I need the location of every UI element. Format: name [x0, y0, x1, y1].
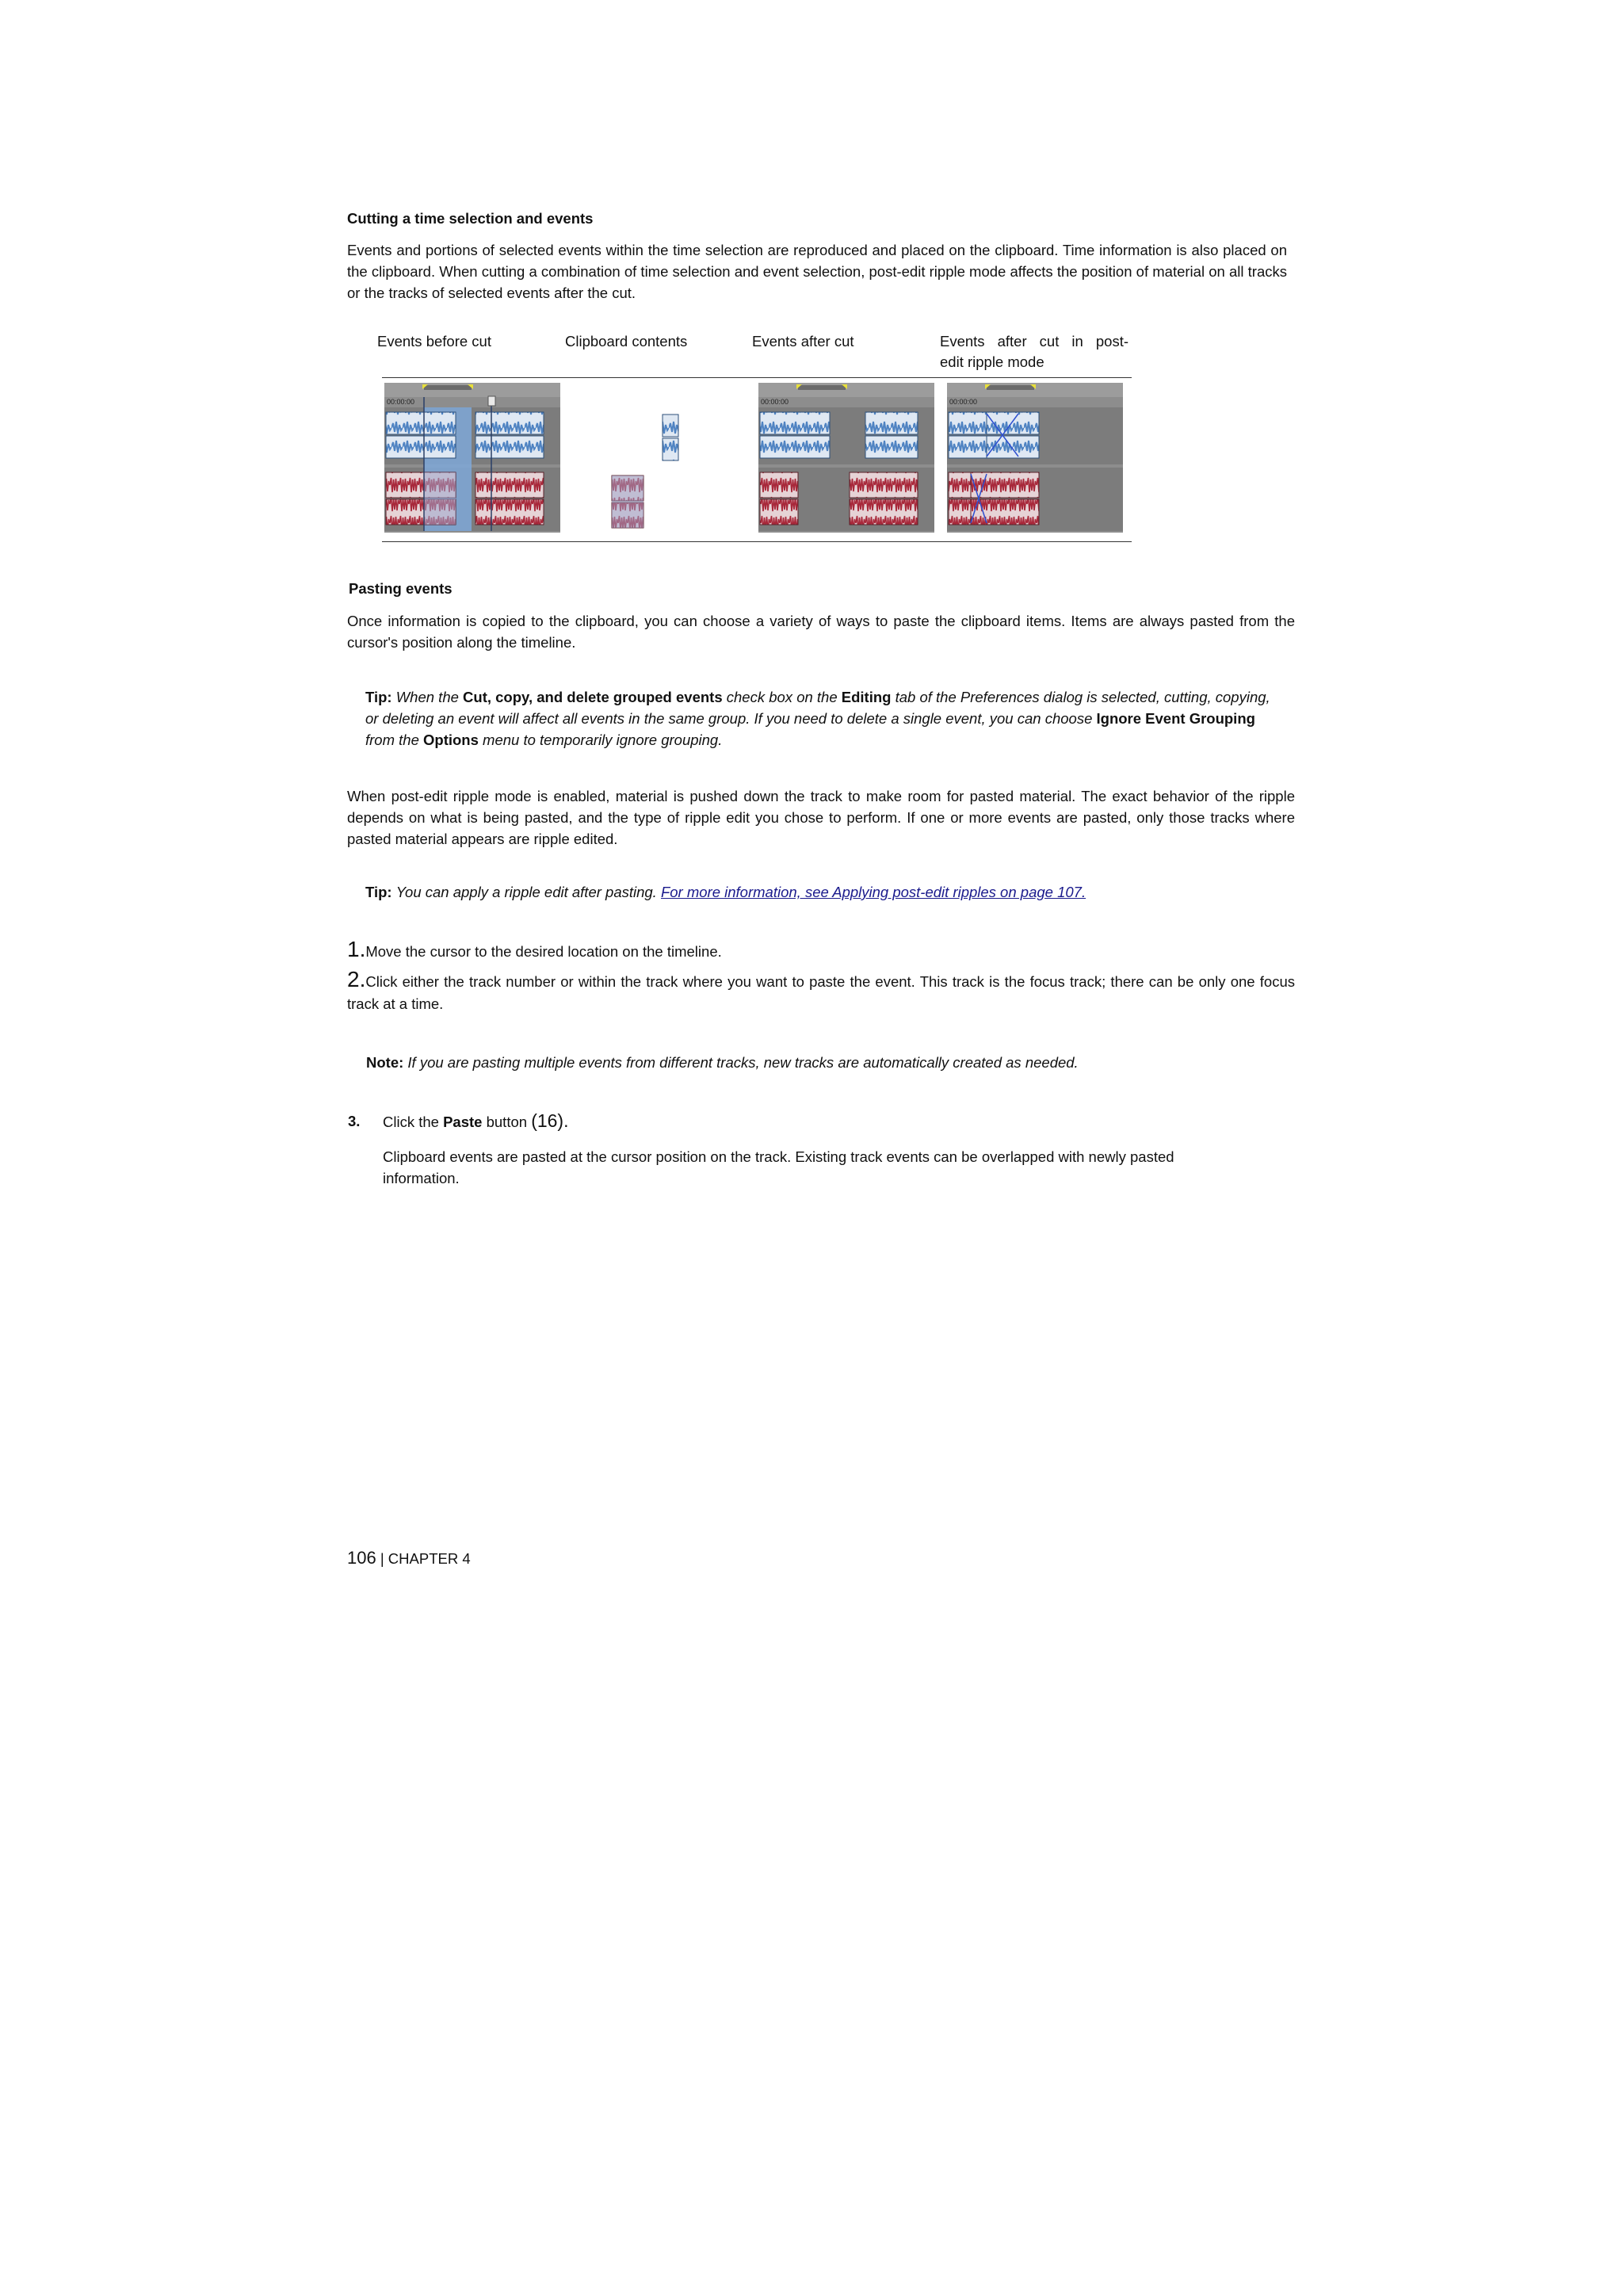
section-paragraph-cutting: Events and portions of selected events within the time selection are reproduced and placed on the clipboard. Time information is also placed on the clipboard. When cutting a combination of time selection and event selection, post-edit ripple mode affects the position of material on all tracks or the tracks of selected events after the cut. [347, 242, 1287, 301]
figure-col-events-after-cut: Events after cut [752, 333, 854, 350]
figure-top-rule [382, 377, 1132, 378]
checkbox-name: Cut, copy, and delete grouped events [463, 689, 723, 705]
figure-col4-line2: edit ripple mode [940, 353, 1044, 370]
step-2 [347, 968, 1295, 1015]
tab-name: Editing [841, 689, 892, 705]
step-1 [347, 938, 1295, 962]
tip-label: Tip: [365, 689, 392, 705]
step-3-result: Clipboard events are pasted at the cursor position on the track. Existing track events can be overlapped with newly pasted information. [383, 1148, 1174, 1186]
step-text: Move the cursor to the desired location on the timeline. [365, 943, 722, 960]
tip-label: Tip: [365, 884, 392, 900]
figure-col-events-before-cut: Events before cut [377, 333, 491, 350]
menu-command-name: Ignore Event Grouping [1096, 710, 1255, 727]
step-3-number: 3. [348, 1113, 361, 1129]
section-heading-pasting: Pasting events [349, 580, 453, 597]
timecode: 00:00:00 [387, 398, 415, 406]
panel-events-before-cut [384, 383, 560, 533]
section-heading-cutting: Cutting a time selection and events [347, 210, 594, 227]
figure-col-clipboard-contents: Clipboard contents [565, 333, 688, 350]
section-paragraph-pasting: Once information is copied to the clipboard, you can choose a variety of ways to paste the clipboard items. Items are always pasted from the cursor's position along the timeline. [347, 613, 1295, 651]
tip-grouped-events: Tip: When the Cut, copy, and delete grouped events check box on the Editing tab of the Preferences dialog is selected, cutting, copying, or deleting an event will affect all events in the same group. If you need to delete a single event, you can choose Ignore Event Grouping from the Options menu to temporarily ignore grouping. [365, 689, 1270, 748]
paste-icon-ref: (16). [531, 1110, 569, 1131]
figure-col4-line1: Events after cut in post- [940, 333, 1128, 350]
step-3: Click the Paste button (16). [383, 1110, 569, 1131]
step-number: 2. [347, 967, 366, 991]
panel-clipboard-contents [612, 415, 678, 528]
page-footer [347, 1548, 471, 1568]
page-number: 106 [347, 1548, 376, 1568]
timecode: 00:00:00 [761, 398, 789, 406]
menu-name: Options [423, 732, 479, 748]
figure-bottom-rule [382, 541, 1132, 542]
paste-button-name: Paste [443, 1114, 483, 1130]
step-number: 1. [347, 937, 366, 961]
panel-events-after-cut [758, 383, 934, 533]
panel-events-after-cut-ripple [947, 383, 1123, 533]
timeline-figure [380, 380, 1125, 539]
note-label: Note: [366, 1054, 404, 1071]
link-applying-post-edit-ripples[interactable]: For more information, see Applying post-edit ripples on page 107. [660, 884, 1086, 900]
paragraph-ripple-mode: When post-edit ripple mode is enabled, material is pushed down the track to make room for pasted material. The exact behavior of the ripple depends on what is being pasted, and the type of ripple edit you chose to perform. If one or more events are pasted, only those tracks where pasted material appears are ripple edited. [347, 788, 1295, 847]
chapter-label: | CHAPTER 4 [380, 1550, 471, 1567]
note-multiple-tracks: Note: If you are pasting multiple events from different tracks, new tracks are automatically created as needed. [366, 1054, 1079, 1071]
timecode: 00:00:00 [949, 398, 978, 406]
figure-col-events-after-cut-ripple [940, 331, 1128, 372]
step-text: Click either the track number or within the track where you want to paste the event. This track is the focus track; there can be only one focus track at a time. [347, 973, 1295, 1012]
tip-ripple-edit: Tip: You can apply a ripple edit after pasting. For more information, see Applying post-edit ripples on page 107. [365, 884, 1086, 900]
